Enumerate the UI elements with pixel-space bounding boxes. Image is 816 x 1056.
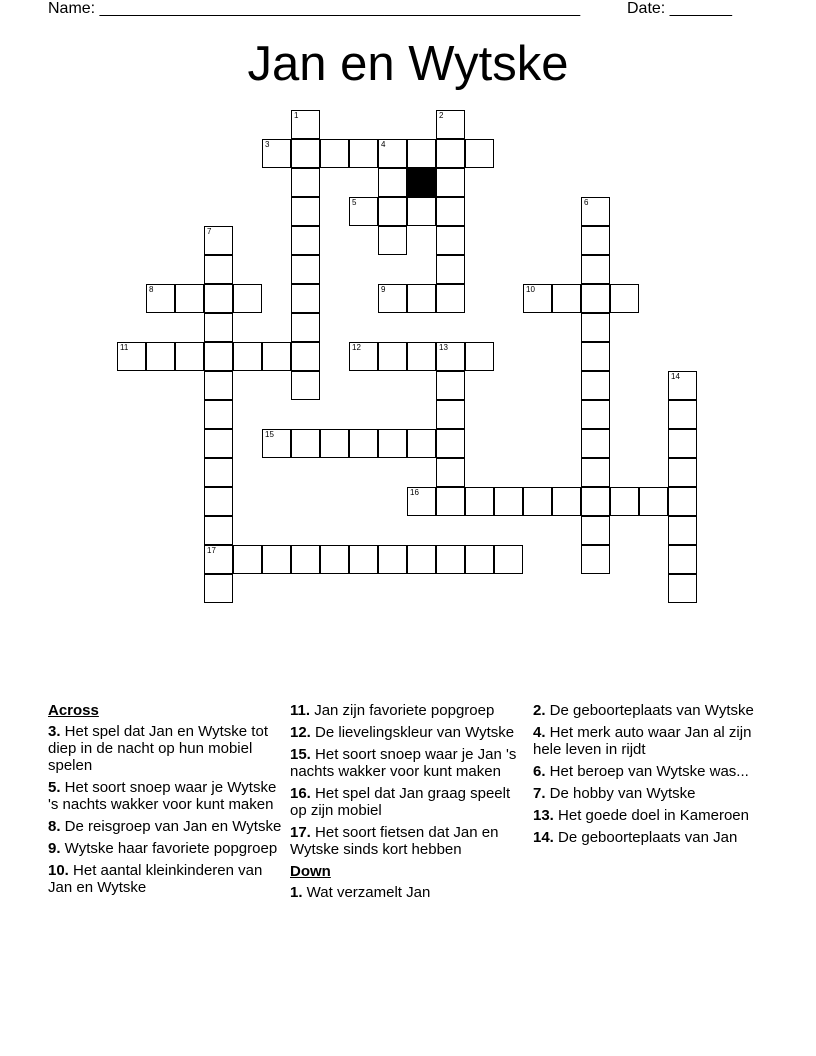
crossword-cell[interactable] bbox=[146, 284, 175, 313]
crossword-cell[interactable] bbox=[552, 487, 581, 516]
crossword-cell[interactable] bbox=[204, 342, 233, 371]
crossword-cell[interactable] bbox=[320, 545, 349, 574]
clue-across-8: 8. De reisgroep van Jan en Wytske bbox=[48, 818, 282, 835]
clue-number: 14 bbox=[671, 372, 680, 381]
crossword-cell[interactable] bbox=[378, 139, 407, 168]
clue-column-2 bbox=[290, 702, 526, 906]
clue-across-3: 3. Het spel dat Jan en Wytske tot diep in de nacht op hun mobiel spelen bbox=[48, 723, 268, 774]
crossword-cell[interactable] bbox=[465, 342, 494, 371]
crossword-cell[interactable] bbox=[581, 429, 610, 458]
clue-number: 16 bbox=[410, 488, 419, 497]
crossword-cell[interactable] bbox=[581, 458, 610, 487]
crossword-cell[interactable] bbox=[581, 516, 610, 545]
clue-across-5: 5. Het soort snoep waar je Wytske 's nachts wakker voor kunt maken bbox=[48, 779, 277, 813]
clue-number: 17 bbox=[207, 546, 216, 555]
crossword-cell[interactable] bbox=[610, 487, 639, 516]
crossword-cell[interactable] bbox=[291, 342, 320, 371]
crossword-cell[interactable] bbox=[378, 429, 407, 458]
clue-number: 11 bbox=[120, 343, 129, 352]
crossword-cell[interactable] bbox=[291, 255, 320, 284]
clue-number: 6 bbox=[584, 198, 589, 207]
clue-across-12: 12. De lievelingskleur van Wytske bbox=[290, 724, 515, 741]
crossword-cell[interactable] bbox=[523, 284, 552, 313]
crossword-cell[interactable] bbox=[668, 487, 697, 516]
clue-down-2: 2. De geboorteplaats van Wytske bbox=[533, 702, 754, 719]
crossword-cell[interactable] bbox=[436, 284, 465, 313]
clue-number: 5 bbox=[352, 198, 357, 207]
crossword-cell[interactable] bbox=[494, 545, 523, 574]
crossword-cell[interactable] bbox=[204, 458, 233, 487]
crossword-cell[interactable] bbox=[494, 487, 523, 516]
crossword-cell[interactable] bbox=[233, 342, 262, 371]
crossword-cell[interactable] bbox=[436, 458, 465, 487]
crossword-cell[interactable] bbox=[204, 516, 233, 545]
crossword-cell[interactable] bbox=[204, 226, 233, 255]
crossword-cell[interactable] bbox=[465, 545, 494, 574]
crossword-cell[interactable] bbox=[204, 429, 233, 458]
date-field[interactable]: Date: _______ bbox=[627, 0, 732, 17]
crossword-cell[interactable] bbox=[407, 545, 436, 574]
clue-number: 7 bbox=[207, 227, 212, 236]
crossword-cell[interactable] bbox=[407, 139, 436, 168]
crossword-cell[interactable] bbox=[436, 139, 465, 168]
clue-number: 1 bbox=[294, 111, 299, 120]
crossword-cell[interactable] bbox=[204, 284, 233, 313]
crossword-cell[interactable] bbox=[639, 487, 668, 516]
crossword-cell[interactable] bbox=[378, 197, 407, 226]
crossword-cell[interactable] bbox=[436, 168, 465, 197]
crossword-black-cell bbox=[407, 168, 436, 197]
crossword-cell[interactable] bbox=[378, 545, 407, 574]
crossword-cell[interactable] bbox=[407, 197, 436, 226]
crossword-cell[interactable] bbox=[465, 139, 494, 168]
crossword-cell[interactable] bbox=[668, 574, 697, 603]
crossword-cell[interactable] bbox=[436, 371, 465, 400]
crossword-cell[interactable] bbox=[436, 110, 465, 139]
crossword-cell[interactable] bbox=[581, 284, 610, 313]
crossword-cell[interactable] bbox=[436, 226, 465, 255]
clue-across-16: 16. Het spel dat Jan graag speelt op zijn mobiel bbox=[290, 785, 511, 819]
crossword-cell[interactable] bbox=[523, 487, 552, 516]
crossword-cell[interactable] bbox=[581, 226, 610, 255]
crossword-cell[interactable] bbox=[204, 371, 233, 400]
crossword-cell[interactable] bbox=[204, 545, 233, 574]
crossword-cell[interactable] bbox=[233, 545, 262, 574]
crossword-cell[interactable] bbox=[175, 342, 204, 371]
clue-column-1 bbox=[48, 702, 284, 901]
clue-down-1: 1. Wat verzamelt Jan bbox=[290, 884, 431, 901]
crossword-cell[interactable] bbox=[291, 545, 320, 574]
crossword-cell[interactable] bbox=[436, 400, 465, 429]
crossword-cell[interactable] bbox=[581, 197, 610, 226]
crossword-cell[interactable] bbox=[262, 139, 291, 168]
crossword-cell[interactable] bbox=[668, 429, 697, 458]
clue-down-14: 14. De geboorteplaats van Jan bbox=[533, 829, 738, 846]
crossword-cell[interactable] bbox=[291, 139, 320, 168]
crossword-cell[interactable] bbox=[349, 342, 378, 371]
crossword-cell[interactable] bbox=[581, 313, 610, 342]
crossword-cell[interactable] bbox=[668, 545, 697, 574]
crossword-cell[interactable] bbox=[378, 284, 407, 313]
crossword-cell[interactable] bbox=[291, 284, 320, 313]
crossword-cell[interactable] bbox=[204, 255, 233, 284]
crossword-cell[interactable] bbox=[378, 168, 407, 197]
clue-number: 8 bbox=[149, 285, 154, 294]
clue-across-17: 17. Het soort fietsen dat Jan en Wytske sinds kort hebben bbox=[290, 824, 499, 858]
crossword-cell[interactable] bbox=[291, 429, 320, 458]
crossword-cell[interactable] bbox=[262, 429, 291, 458]
crossword-cell[interactable] bbox=[407, 487, 436, 516]
page-title: Jan en Wytske bbox=[247, 37, 569, 91]
crossword-cell[interactable] bbox=[581, 342, 610, 371]
crossword-cell[interactable] bbox=[668, 371, 697, 400]
crossword-cell[interactable] bbox=[465, 487, 494, 516]
crossword-cell[interactable] bbox=[668, 516, 697, 545]
crossword-cell[interactable] bbox=[436, 487, 465, 516]
name-field[interactable]: Name: ______________________________________________________ bbox=[48, 0, 581, 17]
crossword-cell[interactable] bbox=[436, 255, 465, 284]
crossword-cell[interactable] bbox=[204, 313, 233, 342]
clue-across-10: 10. Het aantal kleinkinderen van Jan en Wytske bbox=[48, 862, 263, 896]
crossword-cell[interactable] bbox=[291, 226, 320, 255]
clue-column-3 bbox=[533, 702, 769, 851]
crossword-cell[interactable] bbox=[407, 284, 436, 313]
crossword-cell[interactable] bbox=[668, 458, 697, 487]
clue-across-9: 9. Wytske haar favoriete popgroep bbox=[48, 840, 278, 857]
crossword-cell[interactable] bbox=[146, 342, 175, 371]
crossword-cell[interactable] bbox=[320, 429, 349, 458]
crossword-cell[interactable] bbox=[668, 400, 697, 429]
crossword-cell[interactable] bbox=[407, 429, 436, 458]
down-heading: Down bbox=[290, 863, 331, 880]
crossword-cell[interactable] bbox=[175, 284, 204, 313]
clue-down-7: 7. De hobby van Wytske bbox=[533, 785, 696, 802]
crossword-cell[interactable] bbox=[436, 429, 465, 458]
crossword-cell[interactable] bbox=[378, 342, 407, 371]
clue-number: 15 bbox=[265, 430, 274, 439]
crossword-cell[interactable] bbox=[581, 400, 610, 429]
crossword-cell[interactable] bbox=[204, 487, 233, 516]
crossword-cell[interactable] bbox=[291, 168, 320, 197]
crossword-cell[interactable] bbox=[378, 226, 407, 255]
crossword-cell[interactable] bbox=[436, 342, 465, 371]
clue-number: 10 bbox=[526, 285, 535, 294]
crossword-cell[interactable] bbox=[320, 139, 349, 168]
crossword-cell[interactable] bbox=[581, 371, 610, 400]
crossword-cell[interactable] bbox=[436, 545, 465, 574]
crossword-cell[interactable] bbox=[291, 197, 320, 226]
clue-number: 3 bbox=[265, 140, 270, 149]
crossword-cell[interactable] bbox=[291, 110, 320, 139]
crossword-cell[interactable] bbox=[204, 400, 233, 429]
clue-number: 4 bbox=[381, 140, 386, 149]
crossword-cell[interactable] bbox=[581, 255, 610, 284]
crossword-cell[interactable] bbox=[581, 487, 610, 516]
clue-across-15: 15. Het soort snoep waar je Jan 's nachts wakker voor kunt maken bbox=[290, 746, 517, 780]
crossword-cell[interactable] bbox=[262, 545, 291, 574]
across-heading: Across bbox=[48, 702, 99, 719]
crossword-cell[interactable] bbox=[291, 313, 320, 342]
crossword-cell[interactable] bbox=[581, 545, 610, 574]
crossword-cell[interactable] bbox=[349, 197, 378, 226]
clue-number: 2 bbox=[439, 111, 444, 120]
crossword-cell[interactable] bbox=[291, 371, 320, 400]
clue-down-6: 6. Het beroep van Wytske was... bbox=[533, 763, 749, 780]
clue-across-11: 11. Jan zijn favoriete popgroep bbox=[290, 702, 495, 719]
crossword-cell[interactable] bbox=[436, 197, 465, 226]
clue-number: 13 bbox=[439, 343, 448, 352]
crossword-cell[interactable] bbox=[407, 342, 436, 371]
crossword-cell[interactable] bbox=[349, 545, 378, 574]
crossword-cell[interactable] bbox=[233, 284, 262, 313]
crossword-cell[interactable] bbox=[610, 284, 639, 313]
crossword-cell[interactable] bbox=[552, 284, 581, 313]
crossword-cell[interactable] bbox=[117, 342, 146, 371]
crossword-cell[interactable] bbox=[349, 139, 378, 168]
clue-down-4: 4. Het merk auto waar Jan al zijn hele leven in rijdt bbox=[533, 724, 752, 758]
crossword-cell[interactable] bbox=[349, 429, 378, 458]
crossword-cell[interactable] bbox=[262, 342, 291, 371]
crossword-cell[interactable] bbox=[204, 574, 233, 603]
clue-number: 9 bbox=[381, 285, 386, 294]
clue-down-13: 13. Het goede doel in Kameroen bbox=[533, 807, 749, 824]
clue-number: 12 bbox=[352, 343, 361, 352]
